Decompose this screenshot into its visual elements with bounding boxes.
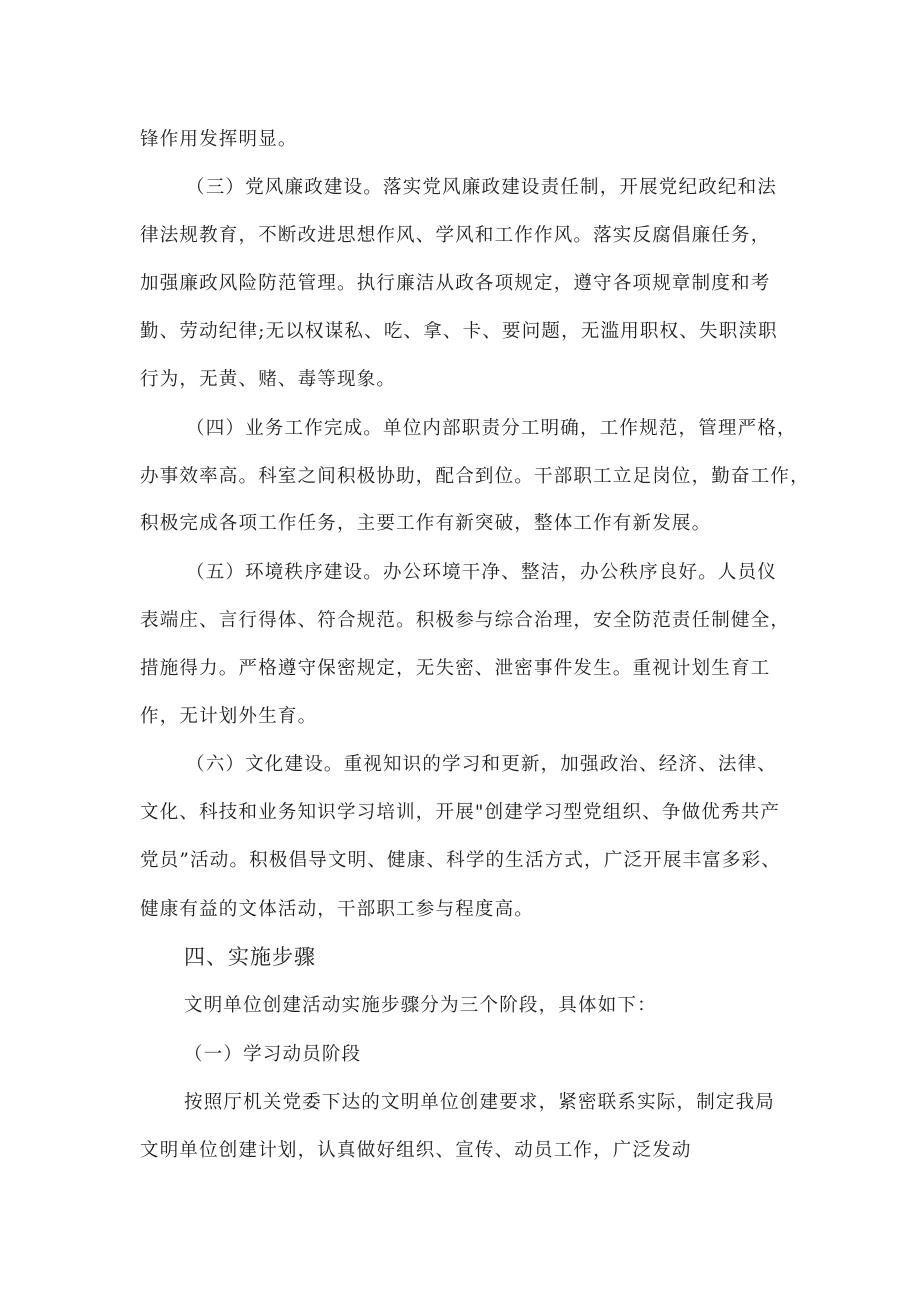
- paragraph-line: 加强廉政风险防范管理。执行廉洁从政各项规定，遵守各项规章制度和考: [140, 273, 771, 294]
- section-heading: 四、实施步骤: [184, 945, 316, 969]
- paragraph-line: 按照厅机关党委下达的文明单位创建要求，紧密联系实际，制定我局: [184, 1092, 776, 1113]
- paragraph-line: 文明单位创建活动实施步骤分为三个阶段，具体如下：: [184, 995, 657, 1016]
- paragraph-line: 勤、劳动纪律;无以权谋私、吃、拿、卡、要问题，无滥用职权、失职渎职: [140, 321, 778, 342]
- paragraph-line: （五）环境秩序建设。办公环境干净、整洁，办公秩序良好。人员仪: [186, 562, 778, 583]
- paragraph-line: （六）文化建设。重视知识的学习和更新，加强政治、经济、法律、: [186, 754, 778, 775]
- paragraph-line: （四）业务工作完成。单位内部职责分工明确，工作规范，管理严格，: [186, 418, 797, 439]
- paragraph-line: 党员”活动。积极倡导文明、健康、科学的生活方式，广泛开展丰富多彩、: [140, 850, 782, 871]
- paragraph-line: 文化、科技和业务知识学习培训，开展"创建学习型党组织、争做优秀共产: [140, 802, 781, 823]
- paragraph-line: 文明单位创建计划，认真做好组织、宣传、动员工作，广泛发动: [140, 1140, 692, 1161]
- paragraph-line: 锋作用发挥明显。: [140, 129, 298, 150]
- paragraph-line: 律法规教育，不断改进思想作风、学风和工作作风。落实反腐倡廉任务，: [140, 225, 771, 246]
- paragraph-line: （三）党风廉政建设。落实党风廉政建设责任制，开展党纪政纪和法: [186, 177, 778, 198]
- paragraph-line: 措施得力。严格遵守保密规定，无失密、泄密事件发生。重视计划生育工: [140, 658, 771, 679]
- paragraph-line: 作，无计划外生育。: [140, 706, 318, 727]
- paragraph-line: 行为，无黄、赌、毒等现象。: [140, 369, 397, 390]
- subsection-heading: （一）学习动员阶段: [184, 1044, 362, 1065]
- paragraph-line: 办事效率高。科室之间积极协助，配合到位。干部职工立足岗位，勤奋工作，: [140, 466, 810, 487]
- paragraph-line: 积极完成各项工作任务，主要工作有新突破，整体工作有新发展。: [140, 513, 712, 534]
- paragraph-line: 健康有益的文体活动，干部职工参与程度高。: [140, 899, 535, 920]
- paragraph-line: 表端庄、言行得体、符合规范。积极参与综合治理，安全防范责任制健全，: [140, 610, 791, 631]
